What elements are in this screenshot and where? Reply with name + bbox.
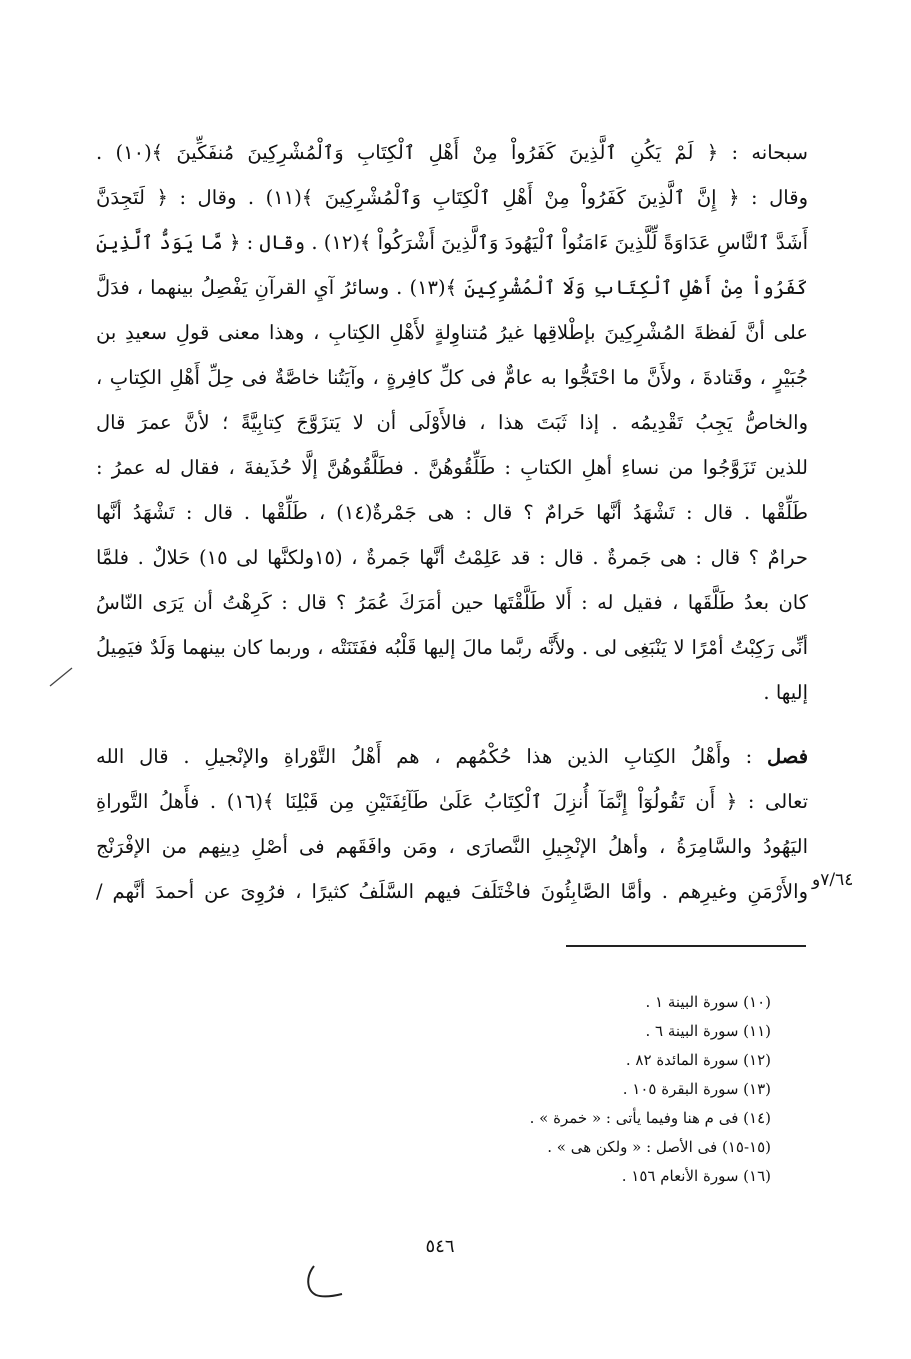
footnotes: [530, 988, 771, 1191]
footnote: (١٠) سورة البينة ١ .: [645, 993, 771, 1011]
text-line: والخاصُّ يَجِبُ تَقْدِيمُه . إذا ثَبَتَ هذا ، فالأَوْلَى أن لا يَتزَوَّجَ كِتابِيَّةً ؛ لأنَّ عمرَ قال: [96, 411, 808, 434]
footnote: (١٦) سورة الأنعام ١٥٦ .: [621, 1167, 771, 1185]
text-line: على أنَّ لَفظةَ المُشْرِكِينَ بإطْلاقِها غيرُ مُتناوِلةٍ لأَهْلِ الكِتابِ ، وهذا معنى قولِ سعيدِ بن: [96, 321, 808, 344]
page-number: ٥٤٦: [425, 1236, 455, 1257]
text-line: إليها .: [763, 681, 808, 704]
footnote: (١٣) سورة البقرة ١٠٥ .: [622, 1080, 771, 1098]
main-text-block: [96, 130, 808, 914]
text-line: تعالى : ﴿ أَن تَقُولُوٓاْ إِنَّمَآ أُنزِلَ ٱلْكِتَابُ عَلَىٰ طَآئِفَتَيْنِ مِن قَبْلِنَا ﴾(١٦) . فأَهلُ التَّوراةِ: [96, 790, 808, 813]
text-line: أَشَدَّ ٱلنَّاسِ عَدَاوَةً لِّلَّذِينَ ءَامَنُواْ ٱلْيَهُودَ وَٱلَّذِينَ أَشْرَكُواْ ﴾(١٢) . وقال : ﴿ مَّا يَوَدُّ ٱلَّذِينَ: [96, 231, 808, 254]
pen-mark: [300, 1262, 350, 1300]
footnote-separator: [566, 945, 806, 947]
section-gap: [96, 715, 808, 734]
fasl-first-line: [96, 734, 808, 779]
text-line: اليَهُودُ والسَّامِرَةُ ، وأهلُ الإنْجِيلِ النَّصارَى ، ومَن وافَقَهم فى أصْلِ دِينِهم من الإفْرَنْج: [96, 835, 808, 858]
text-line: وقال : ﴿ إِنَّ ٱلَّذِينَ كَفَرُواْ مِنْ أَهْلِ ٱلْكِتَابِ وَٱلْمُشْرِكِينَ ﴾(١١) . وقال : ﴿ لَتَجِدَنَّ: [96, 186, 808, 209]
text-line: كان بعدُ طَلَّقَها ، فقيل له : أَلا طَلَّقْتَها حين أمَرَكَ عُمَرُ ؟ قال : كَرِهْتُ أن يَرَى النّاسُ: [96, 591, 808, 614]
text-line: حرامٌ ؟ قال : هى جَمرةٌ . قال : قد عَلِمْتُ أنَّها جَمرةٌ ، (١٥ولكنَّها لى ١٥) حَلالٌ . فلمَّا: [96, 546, 808, 569]
text-line: سبحانه : ﴿ لَمْ يَكُنِ ٱلَّذِينَ كَفَرُواْ مِنْ أَهْلِ ٱلْكِتَابِ وَٱلْمُشْرِكِينَ مُنفَكِّينَ ﴾(١٠) .: [96, 141, 808, 164]
text-line: والأَرْمَنِ وغيرِهم . وأمَّا الصَّابِئُونَ فاخْتَلَفَ فيهم السَّلَفُ كثيرًا ، فرُوِىَ عن أحمدَ أنَّهم /: [96, 880, 808, 903]
text-line: جُبَيْرٍ ، وقَتادةَ ، ولأَنَّ ما احْتَجُّوا به عامٌّ فى كلِّ كافِرةٍ ، وآيَتُنا خاصَّةٌ فى حِلِّ أَهْلِ الكِتابِ ،: [96, 366, 808, 389]
footnote: (١٤) فى م هنا وفيما يأتى : « خمرة » .: [529, 1109, 771, 1127]
footnote: (١١) سورة البينة ٦ .: [645, 1022, 771, 1040]
text-line: أنِّى رَكِبْتُ أمْرًا لا يَنْبَغِى لى . ولأَنَّه ربَّما مالَ إليها قَلْبُه ففَتَنَتْه ، وربما كان بينهما وَلَدٌ فيَمِيلُ: [96, 636, 808, 659]
text-line: كَفَرُواْ مِنْ أَهْلِ ٱلْكِتَابِ وَلَا ٱلْمُشْرِكِينَ ﴾(١٣) . وسائرُ آيِ القرآنِ يَفْصِلُ بينهما ، فدَلَّ: [96, 276, 808, 299]
footnote: (١٢) سورة المائدة ٨٢ .: [625, 1051, 771, 1069]
margin-pen-stroke: [48, 666, 74, 688]
margin-folio-note: ٧/٦٤و: [812, 870, 854, 890]
text-line: للذين تَزَوَّجُوا من نساءِ أهلِ الكتابِ : طَلِّقُوهُنَّ . فطَلَّقُوهُنَّ إلَّا حُذَيفةَ ، فقال له عمرُ :: [96, 456, 808, 479]
text-line: طَلِّقْها . قال : تَشْهَدُ أنَّها حَرامٌ ؟ قال : هى جَمْرةٌ(١٤) ، طَلِّقْها . قال : تَشْهَدُ أنَّها: [96, 501, 808, 524]
fasl-label: فصل: [767, 745, 808, 768]
fasl-line-text: : وأَهْلُ الكِتابِ الذين هذا حُكْمُهم ، هم أَهْلُ التَّوْراةِ والإنْجيلِ . قال الله: [96, 745, 753, 768]
footnote: (١٥-١٥) فى الأصل : « ولكن هى » .: [547, 1138, 771, 1156]
